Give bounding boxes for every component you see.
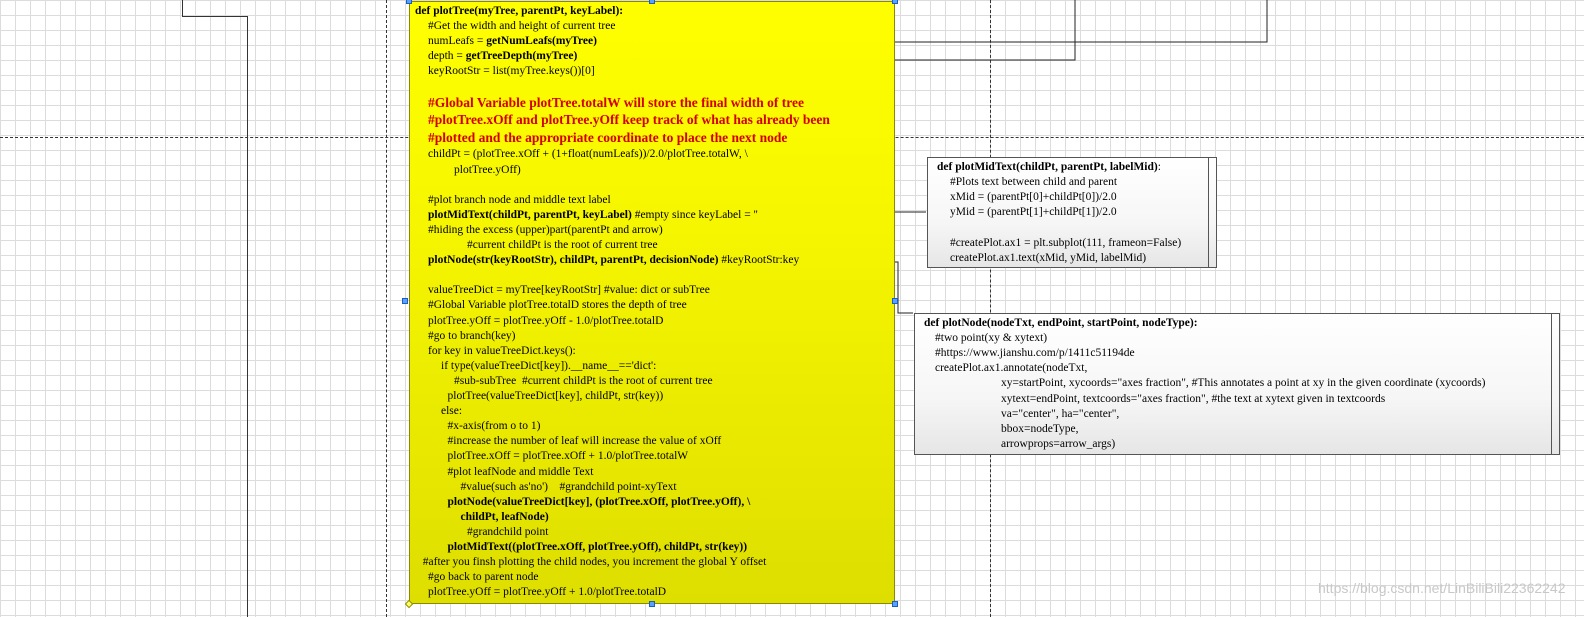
code-text: plotTree(valueTreeDict[key], childPt, str(key)): [447, 390, 664, 402]
code-line: [461, 480, 677, 495]
code-line: [950, 251, 1146, 266]
code-text: plotMidText((plotTree.xOff, plotTree.yOff), childPt, str(key)): [447, 541, 748, 553]
code-text: valueTreeDict = myTree[keyRootStr] #value: dict or subTree: [428, 284, 710, 297]
code-text: #x-axis(from o to 1): [447, 420, 541, 433]
code-line: [441, 359, 656, 374]
code-text: #after you finsh plotting the child nodes, you increment the global Y offset: [422, 556, 767, 569]
plot-tree-code-box[interactable]: [409, 1, 895, 604]
code-text: va="center", ha="center",: [1001, 407, 1120, 420]
code-text: keyRootStr = list(myTree.keys())[0]: [428, 65, 595, 78]
code-line: [415, 4, 623, 19]
code-text-comment: :: [1157, 161, 1161, 173]
code-text: #createPlot.ax1 = plt.subplot(111, frameon=False): [950, 236, 1182, 249]
code-line: [428, 314, 663, 329]
box-border-bar: [1551, 314, 1552, 454]
code-line: [428, 95, 804, 112]
code-text: #current childPt is the root of current tree: [467, 239, 658, 251]
code-line: [1001, 407, 1119, 422]
code-text: def plotMidText(childPt, parentPt, labelMid): [937, 161, 1158, 173]
code-line: [448, 434, 722, 449]
code-text-bold: getTreeDepth(myTree): [465, 50, 578, 63]
code-line: [428, 298, 687, 313]
code-text: plotTree.yOff): [454, 163, 521, 176]
code-line: [1001, 422, 1079, 437]
code-text: #plotted and the appropriate coordinate to place the next node: [428, 129, 788, 145]
code-text: def plotTree(myTree, parentPt, keyLabel):: [415, 5, 624, 17]
code-line: [428, 112, 830, 129]
code-text: plotMidText(childPt, parentPt, keyLabel): [428, 208, 632, 221]
plot-node-code-box[interactable]: [914, 313, 1560, 455]
resize-handle[interactable]: [406, 0, 412, 4]
code-text: childPt, leafNode): [460, 510, 549, 523]
code-text: xMid = (parentPt[0]+childPt[0])/2.0: [950, 191, 1117, 204]
code-line: [441, 404, 462, 419]
code-text: #plot branch node and middle text label: [428, 193, 611, 206]
watermark-text: https://blog.csdn.net/LinBiliBili22362242: [1318, 580, 1566, 596]
code-text: arrowprops=arrow_args): [1001, 437, 1116, 450]
code-text: #grandchild point: [467, 525, 549, 538]
code-line: [1001, 376, 1485, 391]
code-text: plotTree.yOff = plotTree.yOff - 1.0/plotTree.totalD: [428, 314, 664, 327]
resize-handle[interactable]: [649, 0, 655, 4]
code-text: plotTree.xOff = plotTree.xOff + 1.0/plotTree.totalW: [447, 450, 689, 463]
code-line: [428, 19, 615, 34]
code-text: #plot leafNode and middle Text: [447, 465, 594, 478]
code-line: [428, 253, 799, 268]
code-text: #go back to parent node: [428, 571, 539, 584]
resize-handle[interactable]: [892, 298, 898, 304]
resize-handle[interactable]: [892, 0, 898, 4]
code-line: [428, 130, 787, 147]
code-line: [448, 419, 541, 434]
resize-handle[interactable]: [892, 601, 898, 607]
resize-handle[interactable]: [649, 601, 655, 607]
code-text: createPlot.ax1.annotate(nodeTxt,: [935, 362, 1088, 375]
code-line: [950, 236, 1181, 251]
code-line: [423, 555, 767, 570]
code-line: [454, 374, 713, 389]
code-line: [448, 495, 751, 510]
box-border-bar: [1208, 158, 1209, 267]
code-text: childPt = (plotTree.xOff + (1+float(numLeafs))/2.0/plotTree.totalW, \: [428, 148, 748, 161]
code-line: [467, 525, 548, 540]
code-line: [448, 389, 664, 404]
code-line: [428, 147, 748, 162]
code-text: #two point(xy & xytext): [935, 332, 1048, 345]
code-text-bold: getNumLeafs(myTree): [486, 35, 597, 48]
code-text: createPlot.ax1.text(xMid, yMid, labelMid): [950, 251, 1147, 264]
code-text: if type(valueTreeDict[key]).__name__=='dict':: [441, 359, 657, 372]
code-line: [428, 585, 666, 600]
code-text: #increase the number of leaf will increase the value of xOff: [447, 435, 722, 448]
code-text-comment: #empty since keyLabel = '': [631, 208, 758, 221]
code-text: bbox=nodeType,: [1001, 422, 1079, 435]
code-text: yMid = (parentPt[1]+childPt[1])/2.0: [950, 206, 1117, 219]
code-text: numLeafs =: [428, 35, 487, 48]
code-line: [950, 205, 1117, 220]
code-line: [428, 64, 595, 79]
code-line: [428, 283, 710, 298]
code-line: [428, 329, 516, 344]
code-text: def plotNode(nodeTxt, endPoint, startPoint, nodeType):: [924, 317, 1198, 329]
code-text: plotTree.yOff = plotTree.yOff + 1.0/plotTree.totalD: [428, 586, 667, 599]
code-text: #hiding the excess (upper)part(parentPt and arrow): [428, 223, 663, 236]
plot-mid-text-code-box[interactable]: [927, 157, 1217, 268]
code-line: [448, 449, 689, 464]
code-text: #https://www.jianshu.com/p/1411c51194de: [935, 347, 1135, 360]
code-text: #Get the width and height of current tree: [428, 20, 616, 33]
code-line: [935, 361, 1087, 376]
code-text: #Global Variable plotTree.totalW will store the final width of tree: [428, 94, 804, 110]
code-line: [428, 193, 611, 208]
code-text: else:: [441, 405, 463, 418]
code-line: [937, 160, 1161, 175]
code-line: [428, 570, 539, 585]
code-text: #Plots text between child and parent: [950, 176, 1118, 189]
code-text: depth =: [428, 50, 466, 63]
code-text: plotNode(valueTreeDict[key], (plotTree.xOff, plotTree.yOff), \: [447, 495, 751, 508]
code-line: [428, 223, 663, 238]
code-text: xytext=endPoint, textcoords="axes fraction", #the text at xytext given in textcoords: [1001, 392, 1386, 405]
code-text: #sub-subTree #current childPt is the root of current tree: [454, 374, 713, 387]
code-line: [467, 238, 658, 253]
code-line: [428, 344, 576, 359]
code-text: #go to branch(key): [428, 329, 516, 342]
code-text: #value(such as'no') #grandchild point-xyText: [460, 480, 677, 493]
code-line: [461, 510, 549, 525]
code-line: [448, 465, 594, 480]
resize-handle[interactable]: [402, 298, 408, 304]
code-line: [428, 49, 577, 64]
code-line: [454, 163, 521, 178]
code-line: [950, 175, 1117, 190]
code-line: [935, 346, 1135, 361]
code-line: [950, 190, 1117, 205]
code-text: #Global Variable plotTree.totalD stores the depth of tree: [428, 299, 687, 312]
code-text-comment: #keyRootStr:key: [718, 254, 800, 267]
code-line: [428, 34, 597, 49]
code-text: #plotTree.xOff and plotTree.yOff keep track of what has already been: [428, 112, 830, 128]
code-line: [1001, 437, 1115, 452]
code-text: for key in valueTreeDict.keys():: [428, 344, 576, 357]
code-line: [448, 540, 748, 555]
code-line: [924, 316, 1198, 331]
code-line: [1001, 392, 1385, 407]
code-line: [935, 331, 1047, 346]
code-text: xy=startPoint, xycoords="axes fraction", #This annotates a point at xy in the given coordinate (xycoords): [1001, 377, 1486, 390]
code-line: [428, 208, 758, 223]
code-text: plotNode(str(keyRootStr), childPt, parentPt, decisionNode): [428, 254, 719, 267]
